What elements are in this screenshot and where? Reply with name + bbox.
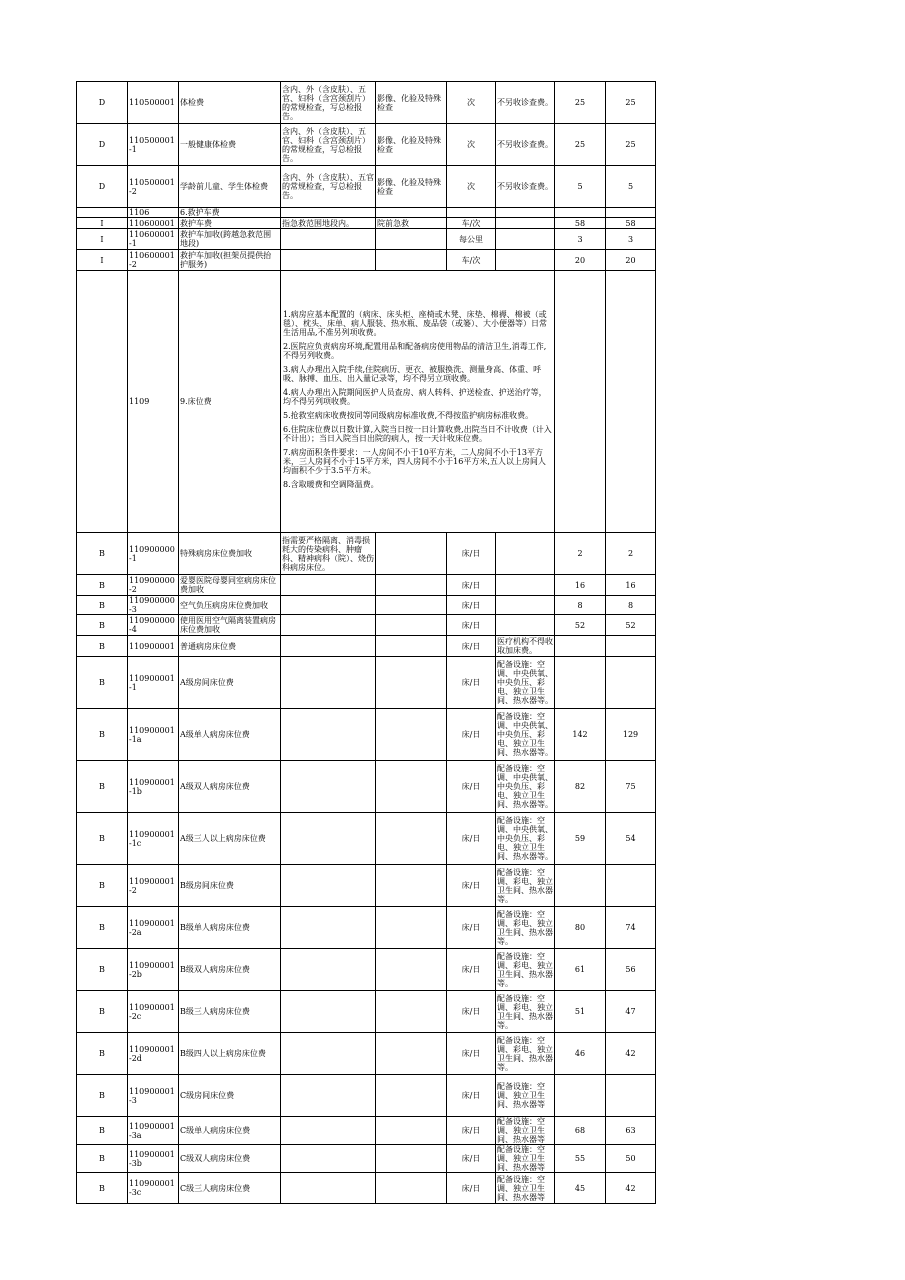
service-content-cell	[281, 250, 376, 271]
note-cell	[496, 533, 555, 575]
table-row	[77, 1173, 656, 1204]
service-content-cell: 指需要严格隔离、消毒损耗大的传染病科、肿瘤科、精神病科（院）、烧伤科病房床位。	[281, 533, 376, 575]
table-row	[77, 636, 656, 657]
item-name-cell: 普通病房床位费	[179, 636, 281, 657]
unit-cell: 床/日	[447, 1145, 496, 1173]
table-row	[77, 1145, 656, 1173]
code-cell: 1106	[128, 208, 179, 218]
table-row	[77, 271, 656, 533]
price-cell	[555, 636, 606, 657]
category-cell: I	[77, 218, 128, 229]
unit-cell: 床/日	[447, 1075, 496, 1117]
unit-cell: 床/日	[447, 813, 496, 865]
service-content-cell	[281, 813, 376, 865]
service-content-cell	[281, 1145, 376, 1173]
table-row	[77, 657, 656, 709]
price-cell: 45	[555, 1173, 606, 1204]
unit-cell: 次	[447, 166, 496, 208]
excluded-content-cell: 院前急救	[376, 218, 447, 229]
service-content-cell	[281, 1173, 376, 1204]
note-cell	[496, 596, 555, 615]
price-cell: 25	[606, 124, 656, 166]
excluded-content-cell	[376, 208, 447, 218]
service-content-cell: 含内、外（含皮肤）、五官、妇科（含宫颈刮片）的常规检查，写总检报告。	[281, 124, 376, 166]
price-cell: 80	[555, 907, 606, 949]
price-cell: 142	[555, 709, 606, 761]
item-name-cell: 6.救护车费	[179, 208, 281, 218]
unit-cell: 床/日	[447, 657, 496, 709]
unit-cell: 床/日	[447, 949, 496, 991]
price-cell: 8	[555, 596, 606, 615]
code-cell: 110900000-2	[128, 575, 179, 596]
table-row	[77, 124, 656, 166]
price-cell: 20	[555, 250, 606, 271]
table-row	[77, 813, 656, 865]
item-name-cell: C级双人病房床位费	[179, 1145, 281, 1173]
unit-cell: 床/日	[447, 636, 496, 657]
price-cell: 55	[555, 1145, 606, 1173]
excluded-content-cell	[376, 991, 447, 1033]
price-cell	[555, 208, 606, 218]
item-name-cell: 特殊病房床位费加收	[179, 533, 281, 575]
code-cell: 110900001-2c	[128, 991, 179, 1033]
service-content-cell	[281, 596, 376, 615]
service-content-cell	[281, 208, 376, 218]
fee-rows-top	[77, 82, 656, 271]
excluded-content-cell	[376, 907, 447, 949]
price-cell	[606, 636, 656, 657]
price-cell: 52	[606, 615, 656, 636]
unit-cell: 次	[447, 82, 496, 124]
item-name-cell: B级双人病房床位费	[179, 949, 281, 991]
unit-cell: 床/日	[447, 596, 496, 615]
note-cell: 配备设施：空调、独立卫生间、热水器等	[496, 1075, 555, 1117]
price-cell: 16	[555, 575, 606, 596]
item-name-cell: 一般健康体检费	[179, 124, 281, 166]
excluded-content-cell	[376, 533, 447, 575]
price-cell: 5	[606, 166, 656, 208]
category-cell: B	[77, 533, 128, 575]
price-cell	[606, 865, 656, 907]
code-cell: 110900001-2d	[128, 1033, 179, 1075]
category-cell: B	[77, 761, 128, 813]
code-cell: 110900000-3	[128, 596, 179, 615]
price-cell: 25	[555, 124, 606, 166]
unit-cell: 床/日	[447, 761, 496, 813]
service-content-cell	[281, 657, 376, 709]
fee-table	[76, 81, 656, 1204]
price-cell	[555, 865, 606, 907]
price-cell: 25	[606, 82, 656, 124]
category-cell	[77, 208, 128, 218]
service-content-cell	[281, 1033, 376, 1075]
category-cell: B	[77, 813, 128, 865]
item-name-cell: B级四人以上病房床位费	[179, 1033, 281, 1075]
price-cell: 5	[555, 166, 606, 208]
service-content-cell: 含内、外（含皮肤）、五官、妇科（含宫颈刮片）的常规检查，写总检报告。	[281, 82, 376, 124]
note-cell	[496, 250, 555, 271]
service-content-cell	[281, 907, 376, 949]
table-row	[77, 991, 656, 1033]
item-name-cell: A级房间床位费	[179, 657, 281, 709]
note-cell: 配备设施：空调、彩电、独立卫生间、热水器等。	[496, 865, 555, 907]
category-cell: B	[77, 575, 128, 596]
code-cell: 110500001-2	[128, 166, 179, 208]
excluded-content-cell	[376, 1145, 447, 1173]
note-cell	[496, 218, 555, 229]
item-name-cell: B级三人病房床位费	[179, 991, 281, 1033]
table-row	[77, 596, 656, 615]
code-cell: 110900001-3a	[128, 1117, 179, 1145]
unit-cell	[447, 208, 496, 218]
price-cell: 51	[555, 991, 606, 1033]
table-row	[77, 82, 656, 124]
excluded-content-cell: 影像、化验及特殊检查	[376, 124, 447, 166]
price-cell: 46	[555, 1033, 606, 1075]
price-cell: 82	[555, 761, 606, 813]
item-name-cell: C级单人病房床位费	[179, 1117, 281, 1145]
unit-cell: 床/日	[447, 1173, 496, 1204]
fee-rows-bottom	[77, 533, 656, 1204]
category-cell: D	[77, 166, 128, 208]
excluded-content-cell	[376, 575, 447, 596]
note-cell: 配备设施：空调、独立卫生间、热水器等	[496, 1145, 555, 1173]
note-cell: 配备设施：空调、中央供氧、中央负压、彩电、独立卫生间、热水器等。	[496, 813, 555, 865]
category-cell: I	[77, 229, 128, 250]
code-cell: 110900001-3c	[128, 1173, 179, 1204]
table-row	[77, 218, 656, 229]
price-cell: 2	[606, 533, 656, 575]
item-name-cell: 救护车加收(担架员提供抬护服务)	[179, 250, 281, 271]
bed-fee-section	[77, 271, 656, 533]
price-cell: 20	[606, 250, 656, 271]
price-cell	[606, 271, 656, 533]
item-name-cell: 救护车加收(跨越急救范围地段)	[179, 229, 281, 250]
item-name-cell: 爱婴医院母婴同室病房床位费加收	[179, 575, 281, 596]
table-row	[77, 709, 656, 761]
price-cell: 68	[555, 1117, 606, 1145]
service-content-cell	[281, 1117, 376, 1145]
service-content-cell	[281, 575, 376, 596]
category-cell: B	[77, 1145, 128, 1173]
note-cell	[496, 575, 555, 596]
code-cell: 110900000-1	[128, 533, 179, 575]
item-name-cell: 救护车费	[179, 218, 281, 229]
category-cell: B	[77, 907, 128, 949]
service-content-cell: 指急救范围地段内。	[281, 218, 376, 229]
unit-cell: 每公里	[447, 229, 496, 250]
price-cell: 63	[606, 1117, 656, 1145]
table-row	[77, 229, 656, 250]
code-cell: 110600001-1	[128, 229, 179, 250]
note-cell: 配备设施：空调、中央供氧、中央负压、彩电、独立卫生间、热水器等。	[496, 709, 555, 761]
item-name-cell: C级房间床位费	[179, 1075, 281, 1117]
code-cell: 110900001-2b	[128, 949, 179, 991]
table-row	[77, 1117, 656, 1145]
price-cell: 58	[555, 218, 606, 229]
category-cell: D	[77, 124, 128, 166]
price-cell: 42	[606, 1033, 656, 1075]
unit-cell: 车/次	[447, 218, 496, 229]
table-row	[77, 1033, 656, 1075]
excluded-content-cell	[376, 615, 447, 636]
category-cell: B	[77, 709, 128, 761]
excluded-content-cell	[376, 636, 447, 657]
note-cell	[496, 229, 555, 250]
note-cell: 不另收诊查费。	[496, 166, 555, 208]
category-cell: I	[77, 250, 128, 271]
category-cell: B	[77, 1075, 128, 1117]
service-content-cell	[281, 761, 376, 813]
price-cell: 59	[555, 813, 606, 865]
excluded-content-cell	[376, 250, 447, 271]
code-cell: 110900001-1c	[128, 813, 179, 865]
category-cell: B	[77, 949, 128, 991]
price-cell: 3	[606, 229, 656, 250]
table-row	[77, 949, 656, 991]
unit-cell: 床/日	[447, 1117, 496, 1145]
table-row	[77, 865, 656, 907]
table-row	[77, 1075, 656, 1117]
price-cell: 129	[606, 709, 656, 761]
service-content-cell	[281, 229, 376, 250]
service-content-cell	[281, 949, 376, 991]
note-cell: 配备设施：空调、中央供氧、中央负压、彩电、独立卫生间、热水器等。	[496, 657, 555, 709]
category-cell: B	[77, 1173, 128, 1204]
excluded-content-cell	[376, 1033, 447, 1075]
table-row	[77, 250, 656, 271]
item-name-cell: 空气负压病房床位费加收	[179, 596, 281, 615]
code-cell: 110900001-1	[128, 657, 179, 709]
note-cell: 不另收诊查费。	[496, 82, 555, 124]
price-cell	[606, 657, 656, 709]
excluded-content-cell	[376, 813, 447, 865]
note-cell: 配备设施：空调、独立卫生间、热水器等	[496, 1173, 555, 1204]
price-cell: 47	[606, 991, 656, 1033]
excluded-content-cell	[376, 1173, 447, 1204]
category-cell	[77, 271, 128, 533]
code-cell: 110900001-2	[128, 865, 179, 907]
code-cell: 110600001	[128, 218, 179, 229]
price-cell: 25	[555, 82, 606, 124]
unit-cell: 床/日	[447, 575, 496, 596]
table-row	[77, 907, 656, 949]
table-row	[77, 533, 656, 575]
note-cell: 配备设施：空调、独立卫生间、热水器等	[496, 1117, 555, 1145]
price-cell: 61	[555, 949, 606, 991]
service-content-cell: 含内、外（含皮肤）、五官的常规检查，写总检报告。	[281, 166, 376, 208]
excluded-content-cell	[376, 1075, 447, 1117]
code-cell: 110900001-3b	[128, 1145, 179, 1173]
note-cell	[496, 208, 555, 218]
price-cell	[606, 208, 656, 218]
rule-paragraph: 5.抢救室病床收费按同等同级病房标准收费,不得按监护病房标准收费。	[283, 410, 534, 420]
excluded-content-cell	[376, 761, 447, 813]
category-cell: B	[77, 991, 128, 1033]
note-cell	[496, 615, 555, 636]
excluded-content-cell	[376, 229, 447, 250]
unit-cell: 床/日	[447, 991, 496, 1033]
code-cell: 110900001-1a	[128, 709, 179, 761]
code-cell: 110900001	[128, 636, 179, 657]
unit-cell: 床/日	[447, 615, 496, 636]
table-row	[77, 208, 656, 218]
price-cell: 8	[606, 596, 656, 615]
price-cell	[555, 271, 606, 533]
note-cell: 配备设施：空调、彩电、独立卫生间、热水器等。	[496, 1033, 555, 1075]
note-cell: 配备设施：空调、彩电、独立卫生间、热水器等。	[496, 907, 555, 949]
category-cell: B	[77, 615, 128, 636]
note-cell: 医疗机构不得收取加床费。	[497, 637, 553, 655]
code-cell: 110600001-2	[128, 250, 179, 271]
rule-paragraph: 7.病房面积条件要求：一人房间不小于10平方米，二人房间不小于13平方米，三人房间不小于15平方米，四人房间不小于16平方米,五人以上房间人均面积不少于3.5平方米。	[283, 447, 546, 475]
excluded-content-cell: 影像、化验及特殊检查	[376, 166, 447, 208]
price-cell: 42	[606, 1173, 656, 1204]
unit-cell: 车/次	[447, 250, 496, 271]
price-cell: 52	[555, 615, 606, 636]
price-cell: 56	[606, 949, 656, 991]
code-cell: 110900001-1b	[128, 761, 179, 813]
category-cell: B	[77, 636, 128, 657]
excluded-content-cell	[376, 657, 447, 709]
category-cell: B	[77, 1033, 128, 1075]
table-row	[77, 166, 656, 208]
item-name-cell: A级三人以上病房床位费	[179, 813, 281, 865]
excluded-content-cell	[376, 596, 447, 615]
excluded-content-cell	[376, 709, 447, 761]
unit-cell: 床/日	[447, 865, 496, 907]
price-cell: 54	[606, 813, 656, 865]
unit-cell: 次	[447, 124, 496, 166]
category-cell: B	[77, 657, 128, 709]
item-name-cell: B级房间床位费	[179, 865, 281, 907]
category-cell: D	[77, 82, 128, 124]
code-cell: 110900001-2a	[128, 907, 179, 949]
price-cell: 75	[606, 761, 656, 813]
rule-paragraph: 2.医院应负责病房环境,配置用品和配备病房使用物品的清洁卫生,消毒工作,不得另列收费。	[283, 341, 547, 360]
note-cell: 配备设施：空调、彩电、独立卫生间、热水器等。	[496, 949, 555, 991]
unit-cell: 床/日	[447, 1033, 496, 1075]
rule-paragraph: 8.含取暖费和空调降温费。	[283, 479, 379, 489]
category-cell: B	[77, 596, 128, 615]
price-cell	[606, 1075, 656, 1117]
price-cell	[555, 1075, 606, 1117]
code-cell: 1109	[128, 271, 179, 533]
price-cell: 58	[606, 218, 656, 229]
code-cell: 110500001	[128, 82, 179, 124]
price-cell: 50	[606, 1145, 656, 1173]
service-content-cell	[281, 991, 376, 1033]
category-cell: B	[77, 865, 128, 907]
item-name-cell: 使用医用空气隔离装置病房床位费加收	[179, 615, 281, 636]
excluded-content-cell	[376, 1117, 447, 1145]
price-cell: 3	[555, 229, 606, 250]
category-cell: B	[77, 1117, 128, 1145]
bed-fee-rules	[281, 271, 555, 533]
item-name-cell: A级单人病房床位费	[179, 709, 281, 761]
item-name-cell: A级双人病房床位费	[179, 761, 281, 813]
code-cell: 110900001-3	[128, 1075, 179, 1117]
item-name-cell: 学龄前儿童、学生体检费	[179, 166, 281, 208]
table-row	[77, 575, 656, 596]
note-cell: 配备设施：空调、彩电、独立卫生间、热水器等。	[496, 991, 555, 1033]
rule-paragraph: 3.病人办理出入院手续,住院病历、更衣、被服换洗、测量身高、体重、呼吸、脉搏、血压、出入量记录等，均不得另立项收费。	[283, 364, 542, 383]
service-content-cell	[281, 1075, 376, 1117]
item-name-cell: 体检费	[179, 82, 281, 124]
table-row	[77, 761, 656, 813]
unit-cell: 床/日	[447, 907, 496, 949]
rule-paragraph: 4.病人办理出入院期间医护人员查房、病人转科、护送检查、护送治疗等，均不得另列项收费。	[283, 387, 547, 406]
item-name-cell: 9.床位费	[179, 271, 281, 533]
code-cell: 110500001-1	[128, 124, 179, 166]
rule-paragraph: 6.住院床位费以日数计算,入院当日按一日计算收费,出院当日不计收费（计入不计出）；当日入院当日出院的病人，按一天计收床位费。	[283, 424, 552, 443]
note-cell: 不另收诊查费。	[496, 124, 555, 166]
service-content-cell	[281, 615, 376, 636]
excluded-content-cell: 影像、化验及特殊检查	[376, 82, 447, 124]
price-cell	[555, 657, 606, 709]
service-content-cell	[281, 709, 376, 761]
service-content-cell	[281, 865, 376, 907]
excluded-content-cell	[376, 949, 447, 991]
excluded-content-cell	[376, 865, 447, 907]
table-row	[77, 615, 656, 636]
note-cell: 配备设施：空调、中央供氧、中央负压、彩电、独立卫生间、热水器等。	[496, 761, 555, 813]
code-cell: 110900000-4	[128, 615, 179, 636]
unit-cell: 床/日	[447, 709, 496, 761]
service-content-cell	[281, 636, 376, 657]
item-name-cell: C级三人病房床位费	[179, 1173, 281, 1204]
unit-cell: 床/日	[447, 533, 496, 575]
price-cell: 16	[606, 575, 656, 596]
rule-paragraph: 1.病房应基本配置的（病床、床头柜、座椅或木凳、床垫、棉褥、棉被（或毯）、枕头、床单、病人服装、热水瓶、废品袋（或篓）、大小便器等）日常生活用品,不准另列项收费。	[283, 309, 547, 337]
price-cell: 74	[606, 907, 656, 949]
item-name-cell: B级单人病房床位费	[179, 907, 281, 949]
price-cell: 2	[555, 533, 606, 575]
